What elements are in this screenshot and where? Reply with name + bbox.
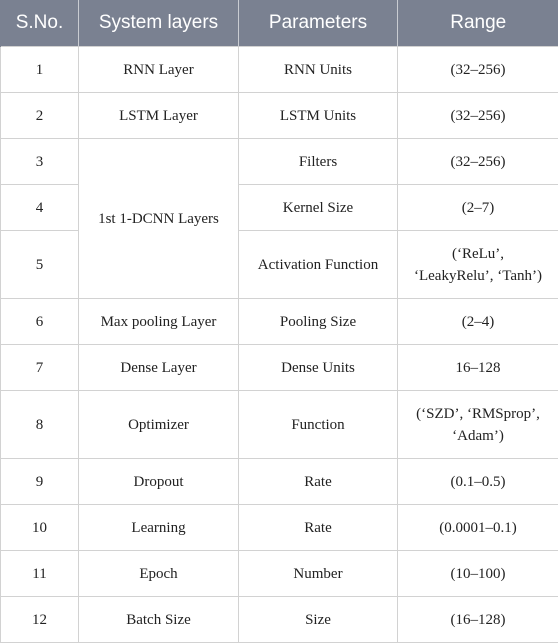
cell-parameter: RNN Units	[239, 47, 398, 93]
cell-range: (16–128)	[398, 597, 558, 643]
table-row	[1, 139, 558, 185]
cell-range: 16–128	[398, 345, 558, 391]
header-parameters: Parameters	[239, 0, 398, 47]
cell-sno: 10	[1, 505, 79, 551]
cell-range: (32–256)	[398, 93, 558, 139]
cell-layer: Dense Layer	[79, 345, 239, 391]
cell-sno: 4	[1, 185, 79, 231]
table-row	[1, 505, 558, 551]
cell-layer: Epoch	[79, 551, 239, 597]
cell-parameter: Number	[239, 551, 398, 597]
cell-range: (32–256)	[398, 47, 558, 93]
cell-layer-merged: 1st 1-DCNN Layers	[79, 139, 239, 299]
header-sno: S.No.	[1, 0, 79, 47]
cell-sno: 11	[1, 551, 79, 597]
cell-range: (0.1–0.5)	[398, 459, 558, 505]
cell-layer: RNN Layer	[79, 47, 239, 93]
cell-sno: 7	[1, 345, 79, 391]
header-range: Range	[398, 0, 558, 47]
table-body	[1, 47, 558, 643]
cell-range: (‘SZD’, ‘RMSprop’, ‘Adam’)	[398, 391, 558, 459]
table-row	[1, 47, 558, 93]
header-row	[1, 0, 558, 47]
cell-layer: Max pooling Layer	[79, 299, 239, 345]
cell-sno: 9	[1, 459, 79, 505]
table-row	[1, 551, 558, 597]
cell-layer: LSTM Layer	[79, 93, 239, 139]
cell-parameter: Function	[239, 391, 398, 459]
cell-range: (32–256)	[398, 139, 558, 185]
cell-sno: 2	[1, 93, 79, 139]
table-row	[1, 345, 558, 391]
cell-parameter: Dense Units	[239, 345, 398, 391]
cell-sno: 1	[1, 47, 79, 93]
table-row	[1, 391, 558, 459]
cell-sno: 5	[1, 231, 79, 299]
cell-layer: Dropout	[79, 459, 239, 505]
cell-range: (10–100)	[398, 551, 558, 597]
cell-parameter: Size	[239, 597, 398, 643]
cell-parameter: Kernel Size	[239, 185, 398, 231]
table-row	[1, 597, 558, 643]
cell-sno: 6	[1, 299, 79, 345]
cell-sno: 3	[1, 139, 79, 185]
header-system-layers: System layers	[79, 0, 239, 47]
table-row	[1, 93, 558, 139]
cell-layer: Optimizer	[79, 391, 239, 459]
cell-parameter: Rate	[239, 505, 398, 551]
cell-sno: 8	[1, 391, 79, 459]
cell-range: (2–7)	[398, 185, 558, 231]
cell-range: (‘ReLu’, ‘LeakyRelu’, ‘Tanh’)	[398, 231, 558, 299]
cell-sno: 12	[1, 597, 79, 643]
cell-parameter: Rate	[239, 459, 398, 505]
cell-range: (2–4)	[398, 299, 558, 345]
cell-parameter: Activation Function	[239, 231, 398, 299]
cell-layer: Learning	[79, 505, 239, 551]
table-row	[1, 299, 558, 345]
table-row	[1, 459, 558, 505]
cell-layer: Batch Size	[79, 597, 239, 643]
cell-parameter: LSTM Units	[239, 93, 398, 139]
table-header	[1, 0, 558, 47]
cell-parameter: Pooling Size	[239, 299, 398, 345]
cell-range: (0.0001–0.1)	[398, 505, 558, 551]
cell-parameter: Filters	[239, 139, 398, 185]
